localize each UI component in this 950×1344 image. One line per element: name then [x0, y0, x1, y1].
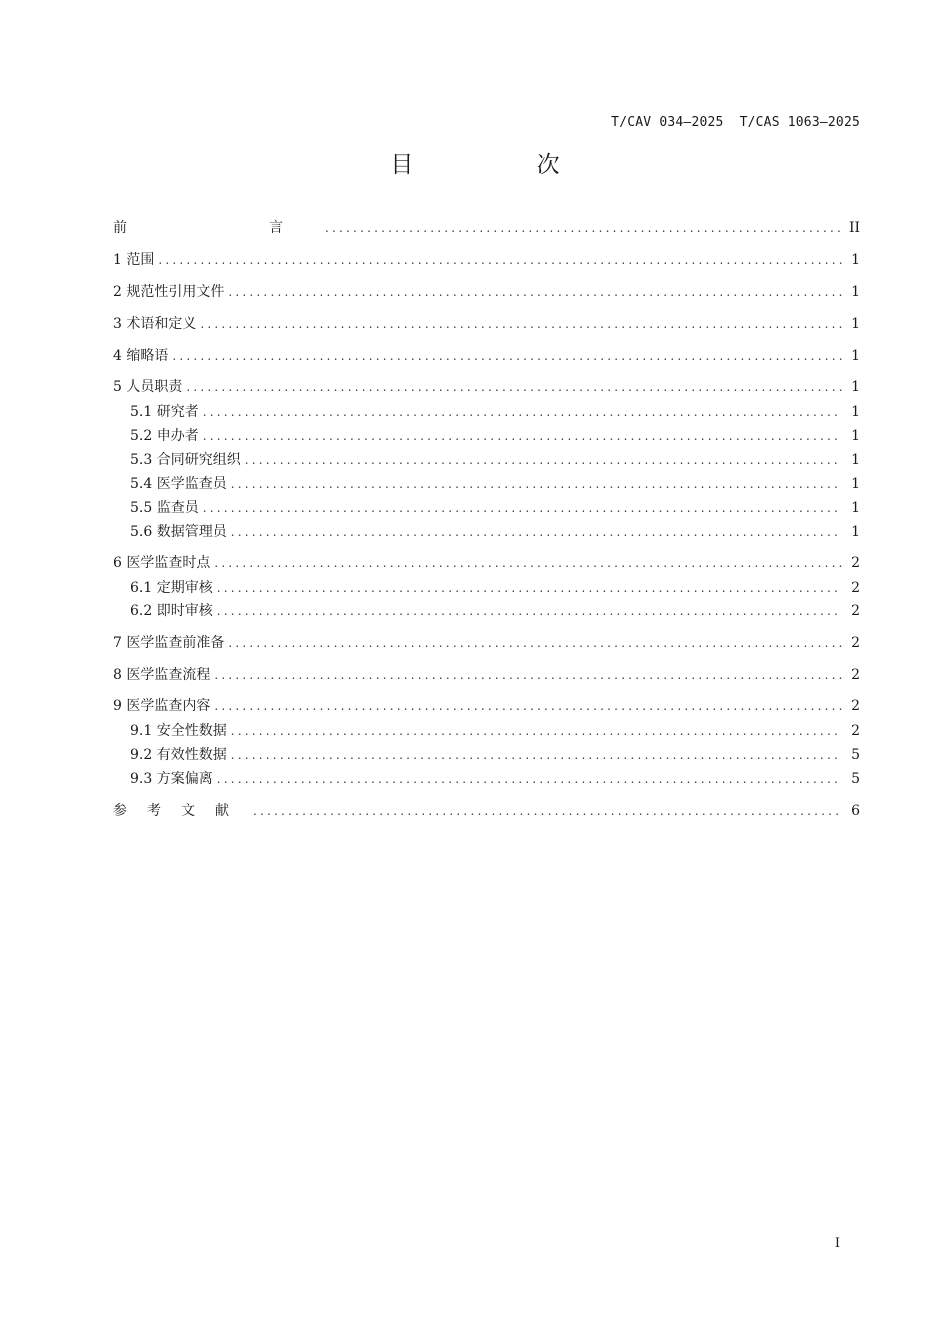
toc-entry-label: 6.1 定期审核 [130, 580, 213, 596]
toc-entry-label: 参考文献 [113, 803, 249, 819]
toc-entry-page: 1 [851, 252, 860, 268]
toc-dot-leader [158, 249, 842, 271]
toc-dot-leader [217, 600, 842, 622]
toc-entry[interactable] [113, 345, 860, 367]
toc-dot-leader [186, 376, 842, 398]
toc-entry[interactable] [113, 217, 860, 239]
toc-entry[interactable] [113, 632, 860, 654]
toc-entry-label: 9.2 有效性数据 [130, 747, 227, 763]
toc-entry[interactable] [113, 695, 860, 717]
toc-dot-leader [203, 401, 842, 423]
toc-entry-label: 8 医学监查流程 [113, 667, 211, 683]
toc-entry-page: 2 [851, 667, 860, 683]
toc-dot-leader [253, 800, 842, 822]
toc-dot-leader [228, 281, 842, 303]
toc-entry-page: 2 [851, 635, 860, 651]
toc-entry-label: 2 规范性引用文件 [113, 284, 225, 300]
toc-entry-label: 7 医学监查前准备 [113, 635, 225, 651]
toc-entry-label: 3 术语和定义 [113, 316, 197, 332]
toc-entry-page: 1 [851, 452, 860, 468]
toc-entry[interactable] [130, 401, 860, 423]
toc-entry-label: 5.1 研究者 [130, 404, 199, 420]
toc-entry-label: 9 医学监查内容 [113, 698, 211, 714]
toc-dot-leader [231, 744, 842, 766]
toc-entry[interactable] [113, 313, 860, 335]
toc-dot-leader [214, 552, 842, 574]
toc-entry-page: 1 [851, 316, 860, 332]
toc-dot-leader [231, 720, 842, 742]
page-title: 目 次 [390, 152, 618, 178]
toc-dot-leader [245, 449, 842, 471]
toc-entry[interactable] [130, 600, 860, 622]
toc-dot-leader [217, 577, 842, 599]
toc-entry-label: 5 人员职责 [113, 379, 183, 395]
toc-entry-page: 1 [851, 476, 860, 492]
toc-entry-page: 1 [851, 524, 860, 540]
toc-dot-leader [214, 664, 842, 686]
toc-entry-page: 6 [851, 803, 860, 819]
toc-entry[interactable] [113, 376, 860, 398]
toc-dot-leader [214, 695, 842, 717]
toc-entry-label: 1 范围 [113, 252, 155, 268]
toc-entry-page: 2 [851, 603, 860, 619]
toc-entry-label: 9.3 方案偏离 [130, 771, 213, 787]
toc-dot-leader [203, 425, 842, 447]
toc-entry[interactable] [113, 664, 860, 686]
toc-entry[interactable] [130, 449, 860, 471]
toc-entry[interactable] [130, 497, 860, 519]
toc-entry-label: 6 医学监查时点 [113, 555, 211, 571]
toc-dot-leader [203, 497, 842, 519]
toc-entry[interactable] [130, 425, 860, 447]
toc-entry[interactable] [130, 768, 860, 790]
toc-entry[interactable] [130, 744, 860, 766]
page-number: I [834, 1236, 840, 1251]
toc-entry-page: 1 [851, 348, 860, 364]
toc-entry[interactable] [130, 521, 860, 543]
toc-entry-label: 9.1 安全性数据 [130, 723, 227, 739]
toc-entry[interactable] [113, 281, 860, 303]
toc-entry-page: 5 [851, 747, 860, 763]
toc-entry[interactable] [130, 577, 860, 599]
toc-entry-label: 5.5 监查员 [130, 500, 199, 516]
toc-entry-page: II [848, 220, 860, 236]
toc-entry-label: 5.4 医学监查员 [130, 476, 227, 492]
toc-entry-label: 5.2 申办者 [130, 428, 199, 444]
toc-entry-page: 1 [851, 404, 860, 420]
toc-entry-page: 5 [851, 771, 860, 787]
toc-dot-leader [200, 313, 842, 335]
toc-dot-leader [228, 632, 842, 654]
toc-entry-label: 6.2 即时审核 [130, 603, 213, 619]
toc-dot-leader [231, 473, 842, 495]
toc-entry-label: 5.6 数据管理员 [130, 524, 227, 540]
toc-entry-label: 4 缩略语 [113, 348, 169, 364]
standard-number: T/CAV 034—2025 T/CAS 1063—2025 [611, 115, 860, 130]
toc-dot-leader [325, 217, 841, 239]
toc-entry-page: 2 [851, 723, 860, 739]
toc-entry-page: 2 [851, 580, 860, 596]
toc-dot-leader [231, 521, 842, 543]
toc-dot-leader [217, 768, 842, 790]
toc-entry-label: 前 言 [113, 220, 321, 236]
toc-entry[interactable] [113, 249, 860, 271]
toc-entry[interactable] [113, 552, 860, 574]
toc-entry-page: 2 [851, 555, 860, 571]
toc-entry[interactable] [130, 473, 860, 495]
toc-entry-page: 2 [851, 698, 860, 714]
toc-entry[interactable] [113, 800, 860, 822]
toc-entry[interactable] [130, 720, 860, 742]
toc-entry-page: 1 [851, 500, 860, 516]
toc-entry-page: 1 [851, 428, 860, 444]
toc-entry-page: 1 [851, 379, 860, 395]
toc-entry-page: 1 [851, 284, 860, 300]
toc-entry-label: 5.3 合同研究组织 [130, 452, 241, 468]
toc-dot-leader [172, 345, 842, 367]
